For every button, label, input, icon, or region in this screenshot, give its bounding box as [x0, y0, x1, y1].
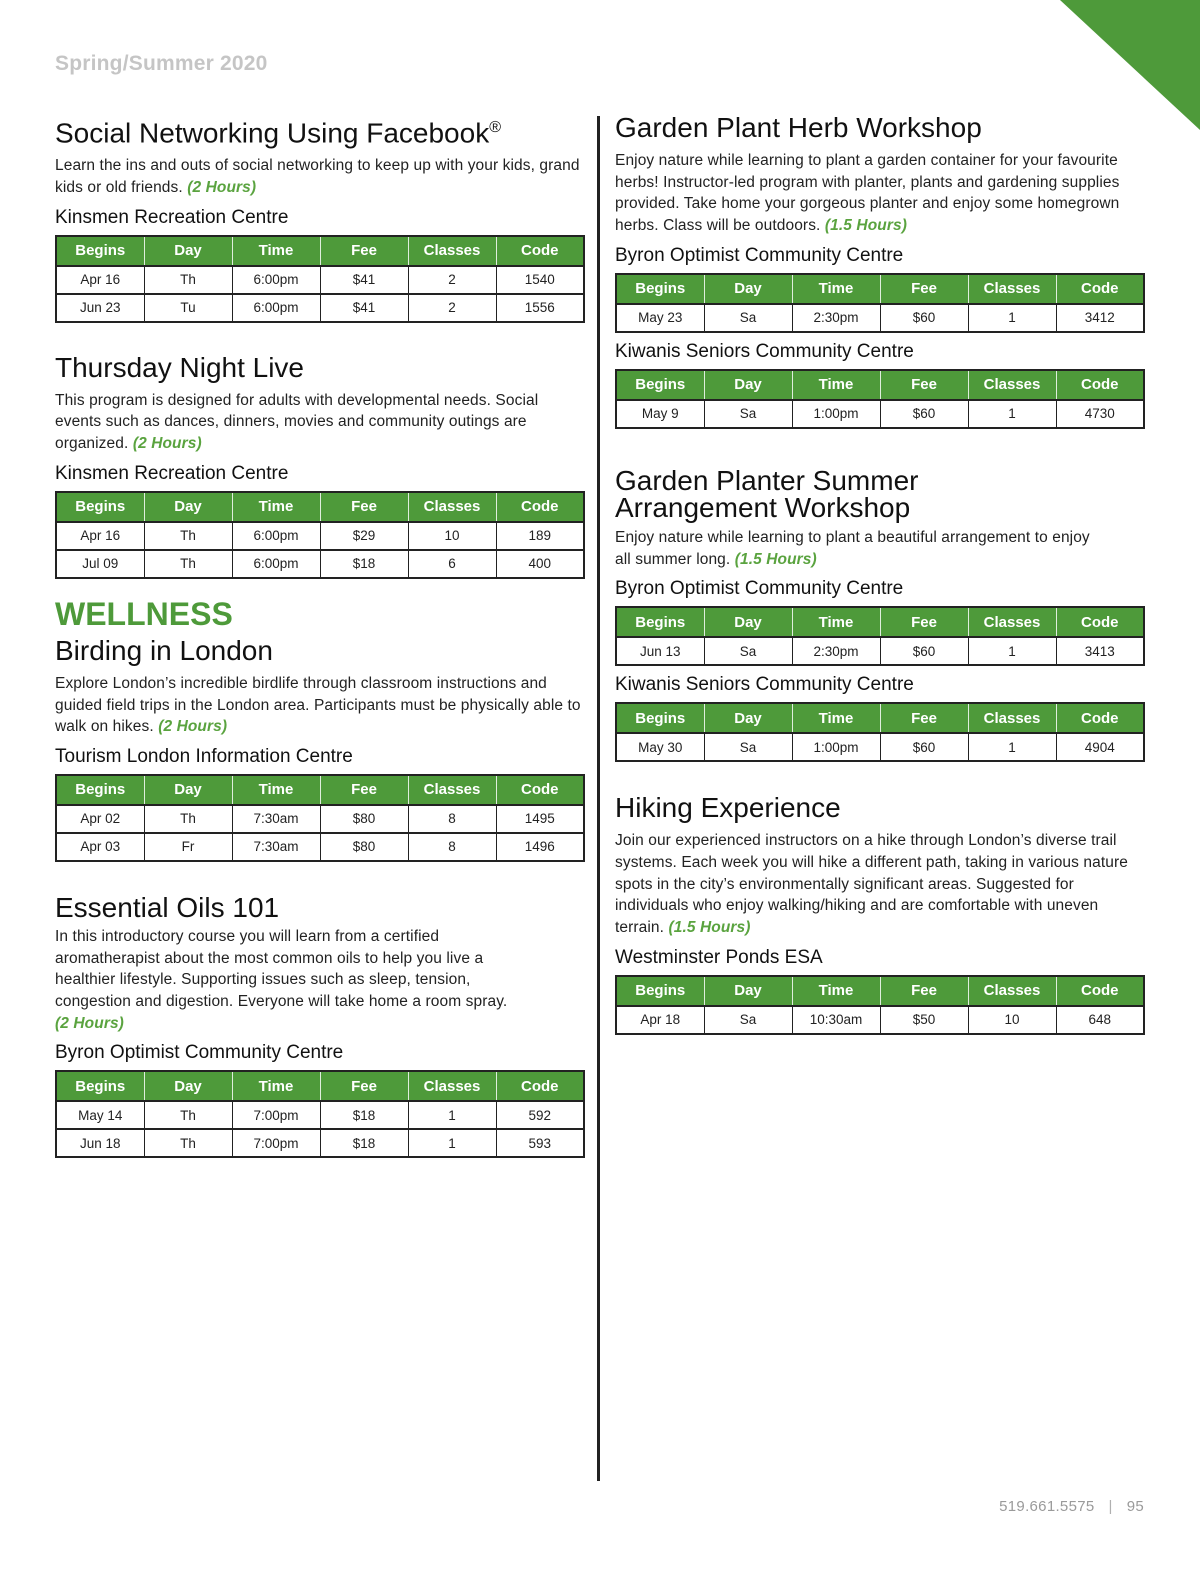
location-heading: Kinsmen Recreation Centre	[55, 462, 289, 484]
table-cell: Apr 16	[56, 266, 144, 294]
description-text: In this introductory course you will learn from a certified aromatherapist about the most common oils to help you live a healthier lifestyle. Supporting issues such as sleep, tension, congestion and digestion. Everyone will take home a room spray.	[55, 927, 508, 1011]
column-header: Fee	[320, 1071, 408, 1101]
table-cell: 2:30pm	[792, 637, 880, 665]
program-planter-workshop	[615, 464, 1145, 762]
title-line-1: Garden Planter Summer	[615, 464, 919, 496]
table-cell: 6:00pm	[232, 294, 320, 322]
schedule-table	[615, 606, 1145, 666]
table-cell: $41	[320, 294, 408, 322]
column-header: Code	[1056, 274, 1144, 304]
table-cell: 6	[408, 550, 496, 578]
column-header: Time	[232, 236, 320, 266]
table-header-row	[56, 236, 584, 266]
description-text: Explore London’s incredible birdlife through classroom instructions and guided field trips in the London area. Participants must be physically able to walk on hikes.	[55, 674, 581, 736]
table-cell: 8	[408, 805, 496, 833]
table-cell: 1:00pm	[792, 733, 880, 761]
table-cell: 4730	[1056, 400, 1144, 428]
table-cell: Tu	[144, 294, 232, 322]
program-title: Thursday Night Live	[55, 351, 305, 383]
program-title: Essential Oils 101	[55, 891, 280, 923]
column-header: Time	[792, 370, 880, 400]
column-header: Fee	[320, 492, 408, 522]
table-row	[616, 733, 1144, 761]
column-header: Begins	[616, 607, 704, 637]
column-header: Day	[144, 775, 232, 805]
location-heading: Westminster Ponds ESA	[615, 946, 823, 968]
column-header: Day	[144, 1071, 232, 1101]
column-header: Classes	[968, 370, 1056, 400]
program-title: Garden Plant Herb Workshop	[615, 112, 982, 143]
column-header: Classes	[968, 607, 1056, 637]
column-header: Code	[496, 236, 584, 266]
schedule-table	[55, 235, 585, 323]
location-heading: Kinsmen Recreation Centre	[55, 206, 289, 228]
column-header: Day	[704, 607, 792, 637]
table-cell: Th	[144, 1101, 232, 1129]
location-heading: Tourism London Information Centre	[55, 745, 353, 767]
table-cell: 1556	[496, 294, 584, 322]
table-cell: $60	[880, 304, 968, 332]
table-header-row	[616, 274, 1144, 304]
right-column	[615, 112, 1145, 1035]
table-cell: 648	[1056, 1006, 1144, 1034]
table-cell: 1	[408, 1101, 496, 1129]
table-row	[616, 304, 1144, 332]
table-cell: 2	[408, 294, 496, 322]
table-cell: 1496	[496, 833, 584, 861]
program-birding	[55, 635, 585, 862]
program-herb-workshop	[615, 112, 1145, 429]
table-row	[56, 294, 584, 322]
table-cell: May 30	[616, 733, 704, 761]
table-cell: Th	[144, 805, 232, 833]
table-cell: $41	[320, 266, 408, 294]
column-header: Classes	[408, 236, 496, 266]
table-cell: $80	[320, 833, 408, 861]
table-cell: Jul 09	[56, 550, 144, 578]
table-cell: 6:00pm	[232, 522, 320, 550]
duration-label: (2 Hours)	[55, 1014, 124, 1032]
column-header: Day	[704, 370, 792, 400]
table-cell: $18	[320, 550, 408, 578]
section-title-wellness: WELLNESS	[55, 595, 233, 632]
table-header-row	[56, 1071, 584, 1101]
column-header: Begins	[56, 775, 144, 805]
table-cell: 10	[408, 522, 496, 550]
program-hiking	[615, 792, 1145, 1035]
column-header: Classes	[968, 274, 1056, 304]
column-header: Time	[792, 607, 880, 637]
schedule-table	[615, 369, 1145, 429]
phone-number: 519.661.5575	[999, 1498, 1095, 1515]
column-header: Begins	[616, 370, 704, 400]
location-heading: Kiwanis Seniors Community Centre	[615, 674, 914, 696]
duration-label: (1.5 Hours)	[734, 550, 817, 568]
schedule-table	[55, 491, 585, 579]
table-row	[56, 266, 584, 294]
column-header: Fee	[880, 703, 968, 733]
table-cell: Apr 18	[616, 1006, 704, 1034]
duration-label: (2 Hours)	[158, 718, 228, 736]
program-description	[55, 926, 510, 1035]
table-cell: 2	[408, 266, 496, 294]
column-header: Day	[144, 236, 232, 266]
table-cell: 7:00pm	[232, 1129, 320, 1157]
table-cell: $60	[880, 637, 968, 665]
table-row	[616, 637, 1144, 665]
column-header: Time	[792, 274, 880, 304]
table-cell: 4904	[1056, 733, 1144, 761]
location-heading: Byron Optimist Community Centre	[615, 244, 904, 266]
table-cell: Apr 03	[56, 833, 144, 861]
column-header: Time	[232, 1071, 320, 1101]
table-cell: 1	[968, 304, 1056, 332]
page-number: 95	[1126, 1498, 1144, 1515]
table-row	[56, 1129, 584, 1157]
table-cell: 1	[968, 733, 1056, 761]
program-thursday-night-live	[55, 352, 585, 579]
table-cell: 1	[968, 637, 1056, 665]
table-cell: $50	[880, 1006, 968, 1034]
column-header: Time	[232, 775, 320, 805]
column-header: Time	[792, 703, 880, 733]
schedule-table	[615, 702, 1145, 762]
table-row	[56, 833, 584, 861]
column-header: Code	[1056, 607, 1144, 637]
column-header: Day	[704, 703, 792, 733]
description-text: This program is designed for adults with developmental needs. Social events such as dances, dinners, movies and community outings are organized.	[55, 391, 539, 453]
table-cell: $80	[320, 805, 408, 833]
column-header: Time	[792, 976, 880, 1006]
column-header: Fee	[880, 976, 968, 1006]
column-header: Classes	[408, 1071, 496, 1101]
title-line-2: Arrangement Workshop	[615, 491, 911, 523]
column-header: Begins	[56, 236, 144, 266]
column-header: Fee	[880, 370, 968, 400]
column-header: Day	[704, 274, 792, 304]
table-cell: 3413	[1056, 637, 1144, 665]
description-text: Enjoy nature while learning to plant a beautiful arrangement to enjoy all summer long.	[615, 528, 1090, 568]
schedule-table	[55, 1070, 585, 1158]
table-cell: 1:00pm	[792, 400, 880, 428]
table-row	[616, 400, 1144, 428]
duration-label: (2 Hours)	[187, 179, 257, 197]
program-description	[615, 150, 1145, 237]
table-row	[56, 805, 584, 833]
column-header: Begins	[616, 976, 704, 1006]
table-header-row	[56, 492, 584, 522]
table-cell: Sa	[704, 304, 792, 332]
table-cell: $29	[320, 522, 408, 550]
table-row	[616, 1006, 1144, 1034]
column-header: Fee	[320, 775, 408, 805]
program-title	[615, 464, 1145, 523]
column-header: Begins	[616, 703, 704, 733]
table-cell: 1540	[496, 266, 584, 294]
column-header: Classes	[968, 976, 1056, 1006]
table-cell: Sa	[704, 400, 792, 428]
program-title: Hiking Experience	[615, 792, 841, 824]
table-cell: $60	[880, 400, 968, 428]
duration-label: (1.5 Hours)	[668, 919, 751, 937]
column-header: Code	[1056, 370, 1144, 400]
table-cell: 7:00pm	[232, 1101, 320, 1129]
schedule-table	[615, 975, 1145, 1035]
description-text: Enjoy nature while learning to plant a garden container for your favourite herbs! Instructor-led program with planter, plants and gardening supplies provided. Take home your gorgeous planter and enjoy some homegrown herbs. Class will be outdoors.	[615, 152, 1120, 235]
column-header: Begins	[56, 1071, 144, 1101]
program-description	[615, 527, 1095, 570]
description-text: Join our experienced instructors on a hike through London’s diverse trail systems. Each week you will hike a different path, taking in various nature spots in the city’s environmentally significant areas. Suggested for individuals who enjoy walking/hiking and are comfortable with uneven terrain.	[615, 832, 1128, 937]
table-cell: Sa	[704, 637, 792, 665]
table-cell: Sa	[704, 733, 792, 761]
table-cell: 10:30am	[792, 1006, 880, 1034]
table-cell: Apr 02	[56, 805, 144, 833]
table-header-row	[616, 703, 1144, 733]
column-divider	[597, 116, 600, 1481]
column-header: Begins	[56, 492, 144, 522]
table-cell: Th	[144, 266, 232, 294]
table-cell: $18	[320, 1129, 408, 1157]
table-cell: 1	[408, 1129, 496, 1157]
program-description	[615, 830, 1145, 939]
column-header: Day	[704, 976, 792, 1006]
table-cell: 6:00pm	[232, 266, 320, 294]
table-header-row	[616, 370, 1144, 400]
table-cell: May 9	[616, 400, 704, 428]
table-cell: Sa	[704, 1006, 792, 1034]
column-header: Classes	[408, 492, 496, 522]
table-cell: May 23	[616, 304, 704, 332]
table-row	[56, 1101, 584, 1129]
program-description	[55, 673, 585, 738]
column-header: Day	[144, 492, 232, 522]
table-cell: 1495	[496, 805, 584, 833]
location-heading: Byron Optimist Community Centre	[615, 578, 904, 600]
table-cell: $60	[880, 733, 968, 761]
table-cell: Apr 16	[56, 522, 144, 550]
table-cell: 7:30am	[232, 833, 320, 861]
table-cell: $18	[320, 1101, 408, 1129]
table-cell: 400	[496, 550, 584, 578]
table-cell: Jun 23	[56, 294, 144, 322]
location-heading: Byron Optimist Community Centre	[55, 1042, 344, 1064]
table-row	[56, 522, 584, 550]
table-header-row	[56, 775, 584, 805]
column-header: Fee	[880, 274, 968, 304]
table-cell: 8	[408, 833, 496, 861]
corner-triangle	[1060, 0, 1200, 130]
table-cell: 189	[496, 522, 584, 550]
registered-mark: ®	[489, 119, 502, 136]
season-header: Spring/Summer 2020	[55, 52, 268, 75]
table-cell: Th	[144, 550, 232, 578]
table-cell: Th	[144, 522, 232, 550]
table-cell: Jun 13	[616, 637, 704, 665]
column-header: Code	[496, 492, 584, 522]
table-cell: Jun 18	[56, 1129, 144, 1157]
schedule-table	[55, 774, 585, 862]
program-essential-oils	[55, 892, 585, 1159]
table-cell: 2:30pm	[792, 304, 880, 332]
program-description	[55, 155, 585, 198]
table-header-row	[616, 607, 1144, 637]
table-row	[56, 550, 584, 578]
program-title-text: Social Networking Using Facebook	[55, 117, 490, 149]
column-header: Code	[1056, 976, 1144, 1006]
column-header: Classes	[968, 703, 1056, 733]
program-description	[55, 390, 585, 455]
column-header: Fee	[320, 236, 408, 266]
column-header: Fee	[880, 607, 968, 637]
table-header-row	[616, 976, 1144, 1006]
duration-label: (2 Hours)	[132, 435, 202, 453]
footer-separator: |	[1108, 1498, 1113, 1515]
table-cell: Fr	[144, 833, 232, 861]
table-cell: 1	[968, 400, 1056, 428]
table-cell: 593	[496, 1129, 584, 1157]
table-cell: 10	[968, 1006, 1056, 1034]
column-header: Code	[496, 1071, 584, 1101]
duration-label: (1.5 Hours)	[824, 217, 907, 235]
program-title: Birding in London	[55, 634, 273, 666]
description-text: Learn the ins and outs of social networking to keep up with your kids, grand kids or old friends.	[55, 157, 580, 197]
table-cell: Th	[144, 1129, 232, 1157]
table-cell: 6:00pm	[232, 550, 320, 578]
column-header: Code	[496, 775, 584, 805]
column-header: Time	[232, 492, 320, 522]
table-cell: 592	[496, 1101, 584, 1129]
page-footer	[999, 1498, 1144, 1515]
column-header: Code	[1056, 703, 1144, 733]
column-header: Classes	[408, 775, 496, 805]
table-cell: 7:30am	[232, 805, 320, 833]
table-cell: 3412	[1056, 304, 1144, 332]
schedule-table	[615, 273, 1145, 333]
program-title	[55, 112, 585, 149]
column-header: Begins	[616, 274, 704, 304]
table-cell: May 14	[56, 1101, 144, 1129]
program-social-networking	[55, 112, 585, 323]
location-heading: Kiwanis Seniors Community Centre	[615, 340, 914, 362]
left-column	[55, 112, 585, 1158]
